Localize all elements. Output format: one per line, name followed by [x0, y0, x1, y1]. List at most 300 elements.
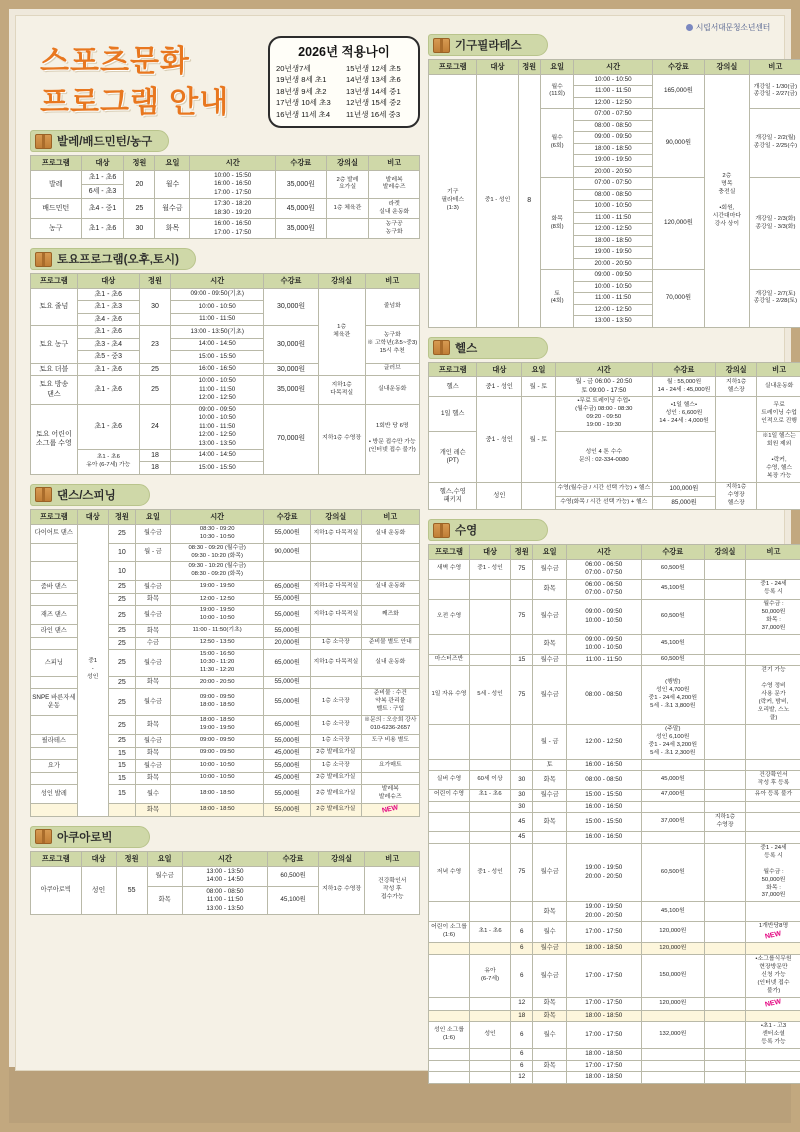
column-header: 프로그램 — [31, 509, 78, 524]
table-cell — [470, 832, 511, 844]
table-cell: 55,000원 — [264, 735, 311, 747]
table-cell: 중1 - 성인 — [77, 524, 108, 816]
table-cell — [757, 483, 800, 510]
table-cell — [361, 803, 419, 816]
table-cell: 중1 - 성인 — [477, 377, 522, 397]
table-cell: 13:00 - 13:50 14:00 - 14:50 — [182, 866, 268, 886]
table-swim — [428, 544, 800, 1084]
table-header-row — [31, 156, 420, 171]
table-cell: 18 — [139, 462, 170, 474]
table-cell — [704, 1072, 745, 1084]
column-header: 요일 — [136, 509, 171, 524]
table-cell: 35,000원 — [276, 170, 327, 199]
table-cell: 라켓 실내 운동화 — [369, 199, 420, 219]
table-row — [429, 790, 800, 802]
table-cell — [704, 1060, 745, 1072]
table-cell: 화목 — [155, 219, 190, 239]
table-cell: 55,000원 — [264, 785, 311, 804]
table-cell: 오전 수영 — [429, 599, 470, 634]
table-cell: 12 — [511, 1072, 533, 1084]
table-cell: 월수금 — [533, 843, 567, 902]
table-cell — [361, 543, 419, 562]
table-cell: 초5 - 중3 — [77, 351, 139, 363]
table-row — [429, 997, 800, 1010]
table-cell: 토요 줄넘 — [31, 288, 78, 325]
table-cell: 30 — [511, 801, 533, 813]
table-cell: 11:00 - 11:50 — [574, 86, 652, 98]
table-cell: 토요 어린이 소그룹 수영 — [31, 404, 78, 474]
table-cell: 월수금 — [136, 689, 171, 716]
table-cell: 150,000원 — [641, 954, 704, 997]
table-cell — [470, 579, 511, 599]
table-cell: 월수 — [533, 1022, 567, 1049]
table-cell: 화목 — [533, 813, 567, 832]
table-cell — [31, 677, 78, 689]
table-cell — [311, 543, 362, 562]
table-cell: •초1 - 고3 센터소셜 등록 가능 — [746, 1022, 800, 1049]
table-cell: 6 — [511, 943, 533, 955]
table-cell: 6 — [511, 1060, 533, 1072]
column-header: 요일 — [147, 851, 182, 866]
table-cell: 19:00 - 19:50 — [171, 581, 264, 593]
table-cell: 2층 발레요가실 — [311, 772, 362, 784]
schedule-table — [428, 362, 800, 510]
table-cell: 18:00 - 18:50 — [171, 803, 264, 816]
table-cell: 초1 - 초6 — [77, 363, 139, 375]
table-aqua — [30, 851, 420, 915]
table-cell: 개강일 - 2/7(토) 종강일 - 2/28(토) — [749, 270, 800, 328]
table-cell: 06:00 - 06:50 07:00 - 07:50 — [566, 559, 641, 579]
table-cell: 2층 발레요가실 — [311, 803, 362, 816]
table-cell: 19:00 - 19:50 20:00 - 20:50 — [566, 902, 641, 922]
table-header-row — [429, 362, 800, 377]
column-header: 강의실 — [311, 509, 362, 524]
table-row — [429, 74, 800, 86]
table-cell: 지하1층 헬스장 — [716, 377, 757, 397]
column-header: 프로그램 — [31, 851, 82, 866]
table-cell: 화목 — [136, 803, 171, 816]
table-cell: 1일 자유 수영 — [429, 666, 470, 725]
table-cell — [429, 813, 470, 832]
column-header: 요일 — [155, 156, 190, 171]
table-cell — [311, 625, 362, 637]
table-cell: 09:00 - 09:50(기초) — [171, 288, 264, 300]
table-cell: 25 — [108, 677, 135, 689]
table-cell — [704, 579, 745, 599]
table-cell — [136, 562, 171, 581]
schedule-table — [428, 59, 800, 328]
table-cell — [641, 832, 704, 844]
age-box-heading: 2026년 적용나이 — [298, 45, 390, 59]
table-cell: 새벽 수영 — [429, 559, 470, 579]
column-header: 시간 — [171, 509, 264, 524]
table-cell: 지하1층 수영장 — [704, 813, 745, 832]
column-header: 요일 — [522, 362, 556, 377]
table-cell: 18:00 - 18:50 — [566, 1049, 641, 1061]
column-header: 수강료 — [276, 156, 327, 171]
table-cell: 10:00 - 10:50 — [171, 772, 264, 784]
table-cell: 11:00 - 11:50 — [566, 654, 641, 666]
schedule-table — [30, 273, 420, 475]
column-header: 시간 — [574, 60, 652, 75]
column-header: 프로그램 — [429, 362, 477, 377]
table-header-row — [429, 60, 800, 75]
table-cell — [746, 997, 800, 1010]
table-cell: 10 — [108, 543, 135, 562]
table-cell: 60,500원 — [268, 866, 319, 886]
table-cell: 1층 소극장 — [311, 760, 362, 772]
table-saturday — [30, 273, 420, 475]
table-cell — [704, 832, 745, 844]
table-cell: 토요 농구 — [31, 326, 78, 363]
column-header: 정원 — [518, 60, 540, 75]
table-cell — [704, 771, 745, 790]
table-cell: 1일 헬스 — [429, 397, 477, 432]
table-cell — [746, 943, 800, 955]
brand-text: 시립서대문청소년센터 — [695, 23, 770, 32]
column-header: 요일 — [533, 545, 567, 560]
table-cell: 중1 - 성인 — [477, 397, 522, 483]
table-cell — [746, 902, 800, 922]
table-cell — [704, 922, 745, 943]
column-header: 강의실 — [704, 60, 749, 75]
table-cell — [361, 593, 419, 605]
table-cell — [704, 724, 745, 759]
table-cell: 45,000원 — [264, 747, 311, 759]
section-title: 아쿠아로빅 — [57, 831, 113, 844]
table-cell: 08:00 - 08:50 — [574, 189, 652, 201]
age-cell: 16년생 11세 초4 — [276, 109, 331, 119]
table-cell: 5세 - 성인 — [470, 666, 511, 725]
column-header: 프로그램 — [429, 60, 477, 75]
table-cell: 실내 운동화 — [361, 650, 419, 677]
table-cell — [704, 759, 745, 771]
age-grid — [276, 63, 412, 120]
table-row — [429, 559, 800, 579]
table-cell: 14:00 - 14:50 — [171, 338, 264, 350]
table-cell — [470, 724, 511, 759]
table-cell: 6세 - 초3 — [81, 184, 124, 198]
table-cell: 월수금 — [136, 524, 171, 543]
table-cell: 화목 — [533, 771, 567, 790]
table-cell: 재즈 댄스 — [31, 606, 78, 625]
table-cell: 08:00 - 08:50 11:00 - 11:50 13:00 - 13:50 — [182, 886, 268, 915]
table-cell: 개강일 - 1/30(금) 종강일 - 2/27(금) — [749, 74, 800, 109]
table-cell: 토요 방송 댄스 — [31, 376, 78, 405]
table-cell: 배드민턴 — [31, 199, 82, 219]
table-cell: 지하1층 수영장 — [318, 866, 365, 915]
table-cell — [641, 759, 704, 771]
table-cell: 25 — [108, 524, 135, 543]
table-cell — [704, 1010, 745, 1022]
column-header: 비고 — [365, 274, 420, 289]
table-cell: 17:00 - 17:50 — [566, 1060, 641, 1072]
table-cell: 30,000원 — [264, 326, 318, 363]
age-cell: 14년생 13세 초6 — [346, 75, 401, 85]
table-cell: 25 — [108, 650, 135, 677]
table-cell: 18:00 - 18:50 — [566, 1072, 641, 1084]
table-cell — [326, 219, 369, 239]
table-cell: 17:00 - 17:50 — [566, 954, 641, 997]
table-cell: 09:00 - 09:50 — [574, 270, 652, 282]
table-cell: 수금 — [136, 637, 171, 649]
table-cell: 18:00 - 18:50 — [171, 785, 264, 804]
table-cell: 19:00 - 19:50 — [574, 155, 652, 167]
table-cell: 55,000원 — [264, 625, 311, 637]
schedule-table — [30, 851, 420, 915]
table-cell — [704, 801, 745, 813]
table-cell — [511, 634, 533, 654]
table-cell: 초4 - 초6 — [77, 313, 139, 325]
section-header-saturday — [30, 248, 196, 270]
table-cell: 12:50 - 13:50 — [171, 637, 264, 649]
table-cell — [704, 634, 745, 654]
table-cell — [31, 562, 78, 581]
table-cell: 11:00 - 11:50 — [171, 313, 264, 325]
table-cell: 월수 (11회) — [540, 74, 574, 109]
title-line-1: 스포츠문화 — [40, 45, 190, 78]
logo-mark-icon — [686, 24, 693, 31]
table-cell: 농구공 농구화 — [369, 219, 420, 239]
table-cell — [429, 801, 470, 813]
column-header: 정원 — [116, 851, 147, 866]
table-cell: 월수금 — [136, 760, 171, 772]
table-cell: 45,100원 — [641, 902, 704, 922]
table-cell: 성인 — [81, 866, 116, 915]
section-ballet — [30, 130, 420, 239]
table-cell: 65,000원 — [264, 581, 311, 593]
table-cell: 08:30 - 09:20 (월수금) 09:30 - 10:20 (화목) — [171, 543, 264, 562]
table-cell: 화목 — [533, 634, 567, 654]
table-cell: 6 — [511, 954, 533, 997]
table-cell: 15:00 - 15:50 — [566, 790, 641, 802]
table-cell: 요가 — [31, 760, 78, 772]
table-cell: 20 — [124, 170, 155, 199]
table-cell — [704, 997, 745, 1010]
table-cell: 초3 - 초4 — [77, 338, 139, 350]
column-header: 프로그램 — [31, 274, 78, 289]
table-cell: (주말) 성인 6,100원 중1 - 24세 3,200원 5세 - 초1 2,300원 — [641, 724, 704, 759]
table-row — [429, 813, 800, 832]
table-cell: 토 (4회) — [540, 270, 574, 328]
column-header: 강의실 — [704, 545, 745, 560]
age-reference-box — [268, 36, 420, 128]
table-cell — [311, 677, 362, 689]
column-header: 강의실 — [318, 274, 365, 289]
table-cell — [470, 599, 511, 634]
table-cell: 17:00 - 17:50 — [566, 922, 641, 943]
table-cell: 준비물 : 수건 약복 관리물 벨트 : 구입 — [361, 689, 419, 716]
table-cell — [429, 997, 470, 1010]
table-cell: 60세 이상 — [470, 771, 511, 790]
table-cell: 55,000원 — [264, 689, 311, 716]
table-row — [429, 843, 800, 902]
table-cell: 75 — [511, 559, 533, 579]
table-cell: 글러브 — [365, 363, 420, 375]
table-cell: 중1 - 성인 — [477, 74, 518, 327]
table-cell: 1층 체육관 — [318, 288, 365, 375]
table-cell: 60,500원 — [641, 654, 704, 666]
table-cell — [704, 843, 745, 902]
table-cell: 13:00 - 13:50(기초) — [171, 326, 264, 338]
table-cell: 13:00 - 13:50 — [574, 316, 652, 328]
table-cell — [704, 654, 745, 666]
column-header: 비고 — [361, 509, 419, 524]
left-column — [30, 34, 420, 924]
table-cell: 11:00 - 11:50 — [574, 212, 652, 224]
table-cell: 11:00 - 11:50(기초) — [171, 625, 264, 637]
table-cell: 08:00 - 08:50 — [574, 120, 652, 132]
table-cell: 45,100원 — [641, 579, 704, 599]
table-cell — [470, 1072, 511, 1084]
table-cell: 10:00 - 10:50 11:00 - 11:50 12:00 - 12:50 — [171, 376, 264, 405]
table-row — [429, 724, 800, 759]
table-cell: 기구 필라테스 (1:3) — [429, 74, 477, 327]
table-cell: 월 - 금 — [136, 543, 171, 562]
table-cell: 토요 더블 — [31, 363, 78, 375]
table-cell: 70,000원 — [652, 270, 704, 328]
table-cell — [641, 1049, 704, 1061]
table-cell: 09:00 - 09:50 — [574, 132, 652, 144]
table-cell: 12:00 - 12:50 — [574, 304, 652, 316]
column-header: 수강료 — [264, 509, 311, 524]
table-cell — [31, 593, 78, 605]
table-cell: ※문의 : 오승희 강사 010-6236-2657 — [361, 716, 419, 735]
table-cell: 1개반당8명 NEW — [746, 922, 800, 943]
table-cell: 8 — [518, 74, 540, 327]
column-header: 대상 — [470, 545, 511, 560]
table-cell: 120,000원 — [641, 922, 704, 943]
section-swim — [428, 519, 800, 1084]
table-cell: 실내운동화 — [365, 376, 420, 405]
table-cell: 발레복 발레슈즈 — [361, 785, 419, 804]
column-header: 비고 — [365, 851, 420, 866]
section-aqua — [30, 826, 420, 915]
table-cell: 중1 - 성인 — [470, 559, 511, 579]
table-cell: 07:00 - 07:50 — [574, 109, 652, 121]
table-cell: 45 — [511, 813, 533, 832]
table-cell — [470, 1010, 511, 1022]
table-cell: 55,000원 — [264, 524, 311, 543]
table-cell: 토 — [533, 759, 567, 771]
table-cell: 25 — [108, 581, 135, 593]
column-header: 시간 — [171, 274, 264, 289]
column-header: 수강료 — [268, 851, 319, 866]
table-cell — [470, 1049, 511, 1061]
table-cell — [361, 772, 419, 784]
age-cell: 18년생 9세 초2 — [276, 86, 327, 96]
section-title: 댄스/스피닝 — [57, 489, 116, 502]
table-cell: 15:00 - 16:50 10:30 - 11:20 11:30 - 12:20 — [171, 650, 264, 677]
section-title: 수영 — [455, 525, 478, 538]
table-cell — [533, 1072, 567, 1084]
table-cell — [361, 677, 419, 689]
table-cell: 18 — [511, 1010, 533, 1022]
table-cell — [311, 593, 362, 605]
table-cell — [641, 1072, 704, 1084]
table-cell: 1층 소극장 — [311, 735, 362, 747]
table-row — [429, 634, 800, 654]
table-cell: 12:00 - 12:50 — [566, 724, 641, 759]
table-cell: 성인 소그룹 (1:6) — [429, 1022, 470, 1049]
table-cell: 다이어트 댄스 — [31, 524, 78, 543]
column-header: 시간 — [566, 545, 641, 560]
table-cell: 16:00 - 16:50 17:00 - 17:50 — [190, 219, 276, 239]
table-cell — [704, 943, 745, 955]
table-cell — [470, 634, 511, 654]
section-header-aqua — [30, 826, 150, 848]
table-cell: 화목 — [136, 677, 171, 689]
table-row — [31, 288, 420, 300]
table-cell: 어린이 수영 — [429, 790, 470, 802]
column-header: 시간 — [182, 851, 268, 866]
table-cell: 25 — [108, 593, 135, 605]
table-cell: 132,000원 — [641, 1022, 704, 1049]
table-cell — [704, 599, 745, 634]
table-cell: 55 — [116, 866, 147, 915]
table-cell — [746, 1010, 800, 1022]
table-cell — [470, 943, 511, 955]
brand-logo — [686, 22, 770, 33]
table-cell: 스피닝 — [31, 650, 78, 677]
table-row — [429, 832, 800, 844]
table-cell: 화목 — [136, 625, 171, 637]
table-cell: •무료 트레이닝 수업• (월수금) 08:00 - 08:30 09:20 - 09:50 19:00 - 19:30 — [555, 397, 652, 432]
table-cell: 23 — [139, 326, 170, 363]
table-cell — [31, 637, 78, 649]
table-cell: 월수금 — [533, 943, 567, 955]
column-header: 비고 — [746, 545, 800, 560]
table-cell: 월 - 토 — [522, 377, 556, 397]
table-cell: 라인 댄스 — [31, 625, 78, 637]
table-cell — [746, 832, 800, 844]
table-cell: 성인 발레 — [31, 785, 78, 804]
table-cell: 20,000원 — [264, 637, 311, 649]
table-cell — [429, 579, 470, 599]
table-cell: 월수 — [136, 785, 171, 804]
table-cell: 농구 — [31, 219, 82, 239]
column-header: 프로그램 — [429, 545, 470, 560]
table-cell — [31, 543, 78, 562]
table-cell: 화목 — [533, 902, 567, 922]
table-cell: 화목 — [136, 772, 171, 784]
section-dance — [30, 484, 420, 817]
table-cell: 초1 - 초6 — [77, 288, 139, 300]
table-cell: 18:00 - 18:50 — [574, 235, 652, 247]
table-header-row — [429, 545, 800, 560]
column-header: 비고 — [749, 60, 800, 75]
table-cell: 개강일 - 2/3(화) 종강일 - 3/3(화) — [749, 178, 800, 270]
table-cell: 6 — [511, 1049, 533, 1061]
table-row — [429, 599, 800, 634]
table-cell: 어린이 소그룹 (1:6) — [429, 922, 470, 943]
table-row — [429, 483, 800, 496]
table-row — [429, 397, 800, 432]
section-header-dance — [30, 484, 150, 506]
table-cell: 월수금 — [136, 650, 171, 677]
table-cell — [311, 562, 362, 581]
column-header: 대상 — [81, 851, 116, 866]
table-cell: 120,000원 — [641, 997, 704, 1010]
table-row — [429, 902, 800, 922]
table-cell: 화목 — [136, 747, 171, 759]
table-cell: 실내운동화 — [757, 377, 800, 397]
table-cell: 90,000원 — [652, 109, 704, 178]
table-cell: 55,000원 — [264, 760, 311, 772]
table-cell: 월수금 — [533, 599, 567, 634]
table-cell: 15:00 - 15:50 — [566, 813, 641, 832]
table-cell: 준비물 별도 안내 — [361, 637, 419, 649]
